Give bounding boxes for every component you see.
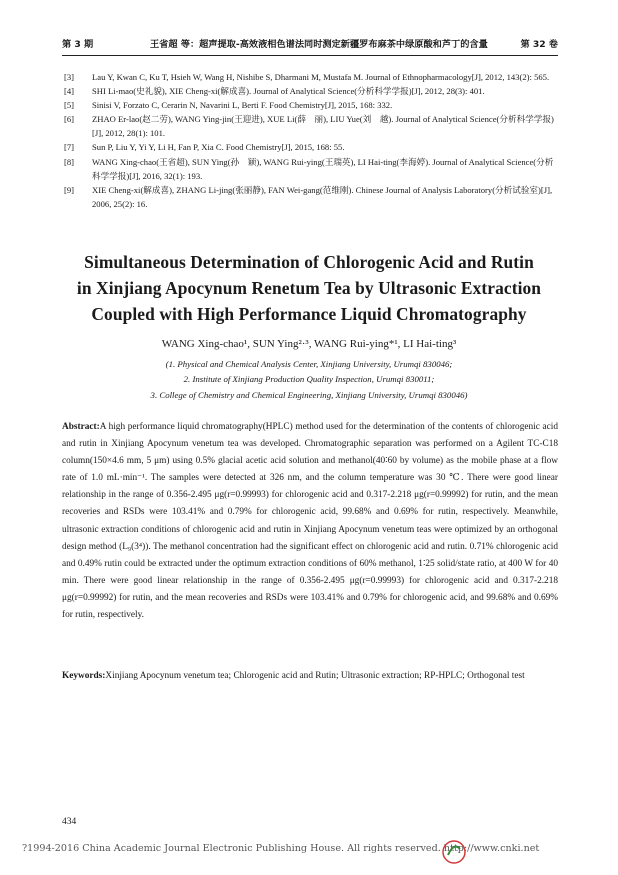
title-line: Simultaneous Determination of Chlorogenic Acid and Rutin bbox=[84, 252, 534, 272]
reference-list bbox=[62, 70, 558, 211]
author-list: WANG Xing-chao¹, SUN Ying²·³, WANG Rui-ying*¹, LI Hai-ting³ bbox=[161, 338, 457, 350]
keywords-text: Xinjiang Apocynum venetum tea; Chlorogenic acid and Rutin; Ultrasonic extraction; RP-HPLC; Orthogonal test bbox=[105, 671, 525, 681]
site-watermark bbox=[440, 836, 610, 868]
page-number: 434 bbox=[62, 817, 77, 827]
reference-item: [3] Lau Y, Kwan C, Ku T, Hsieh W, Wang H, Nishibe S, Dharmani M, Mustafa M. Journal of Ethnopharmacology[J], 2012, 143(2): 565. bbox=[64, 72, 550, 82]
issue-number: 第 3 期 bbox=[62, 39, 94, 50]
affiliations bbox=[0, 357, 618, 403]
running-header bbox=[62, 36, 558, 52]
reference-item: [8] WANG Xing-chao(王省超), SUN Ying(孙 颖), WANG Rui-ying(王瑞英), LI Hai-ting(李海婷). Journal of Analytical Science(分析科学学报)[J], 2016, 32(1): 193. bbox=[64, 156, 554, 181]
reference-item: [4] SHI Li-mao(史礼貌), XIE Cheng-xi(解成喜). Journal of Analytical Science(分析科学学报)[J], 2012, 28(3): 401. bbox=[64, 86, 485, 97]
running-title: 王省超 等：超声提取-高效液相色谱法同时测定新疆罗布麻茶中绿原酸和芦丁的含量 bbox=[150, 39, 488, 50]
header-rule bbox=[62, 55, 558, 56]
affiliation-line: 2. Institute of Xinjiang Production Quality Inspection, Urumqi 830011; bbox=[183, 374, 435, 385]
keywords-label: Keywords: bbox=[62, 671, 106, 681]
title-line: Coupled with High Performance Liquid Chromatography bbox=[91, 304, 527, 324]
reference-item: [7] Sun P, Liu Y, Yi Y, Li H, Fan P, Xia C. Food Chemistry[J], 2015, 168: 55. bbox=[64, 142, 345, 153]
reference-item: [5] Sinisi V, Forzato C, Cerarin N, Navarini L, Berti F. Food Chemistry[J], 2015, 168: 332. bbox=[64, 100, 393, 111]
reference-item: [9] XIE Cheng-xi(解成喜), ZHANG Li-jing(张丽静), FAN Wei-gang(范维刚). Chinese Journal of Analysis Laboratory(分析试验室)[J], 2006, 25(2): 16. bbox=[64, 184, 553, 209]
abstract bbox=[62, 419, 558, 624]
volume-number: 第 32 卷 bbox=[520, 39, 558, 50]
watermark-logo bbox=[440, 836, 610, 868]
abstract-text: A high performance liquid chromatography(HPLC) method used for the determination of the contents of chlorogenic acid and rutin in Xinjiang Apocynum venetum tea was developed. Chromatographic separation was performed on a Agilent TC-C18 column(150×4.6 mm, 5 μm) using 0.5% glacial acetic acid solution and methanol(40∶60 by volume) as the mobile phase at a flow rate of 1.0 mL·min⁻¹. The samples were detected at 326 nm, and the column temperature was 30 ℃. There were good linear relationship in the range of 0.356-2.495 μg(r=0.99993) for chlorogenic acid and 0.317-2.218 μg(r=0.99992) for rutin, and the mean recoveries and RSDs were 103.41% and 0.79% for chlorogenic acid, 99.68% and 0.69% for rutin, respectively. Meanwhile, ultrasonic extraction conditions of chlorogenic acid and rutin in Xinjiang Apocynum venetum teas were optimized by an orthogonal design method (L₉(3⁴)). The methanol concentration had the significant effect on chlorogenic acid and rutin. 0.71% chlorogenic acid and 0.49% rutin could be extracted under the optimum extraction conditions of 60% methanol, 1∶25 solid/state ratio, at 400 W for 40 min. There were good linear relationship in the range of 0.356-2.495 μg(r=0.99993) for chlorogenic acid and 0.317-2.218 μg(r=0.99992) for rutin, and the mean recoveries and RSDs were 103.41% and 0.79% for chlorogenic acid, and 99.68% and 0.69% for rutin, respectively. bbox=[62, 422, 558, 621]
reference-item: [6] ZHAO Er-lao(赵二劳), WANG Ying-jin(王迎进), XUE Li(薛 丽), LIU Yue(刘 越). Journal of Analytical Science(分析科学学报)[J], 2012, 28(1): 101. bbox=[64, 114, 554, 139]
title-line: in Xinjiang Apocynum Renetum Tea by Ultrasonic Extraction bbox=[76, 278, 542, 298]
english-title bbox=[50, 249, 568, 327]
keywords bbox=[62, 668, 558, 685]
affiliation-line: (1. Physical and Chemical Analysis Center, Xinjiang University, Urumqi 830046; bbox=[165, 359, 453, 369]
affiliation-line: 3. College of Chemistry and Chemical Engineering, Xinjiang University, Urumqi 830046) bbox=[150, 389, 468, 400]
copyright-footer: ?1994-2016 China Academic Journal Electronic Publishing House. All rights reserved. http://www.cnki.net bbox=[22, 843, 540, 854]
abstract-label: Abstract: bbox=[62, 422, 100, 432]
